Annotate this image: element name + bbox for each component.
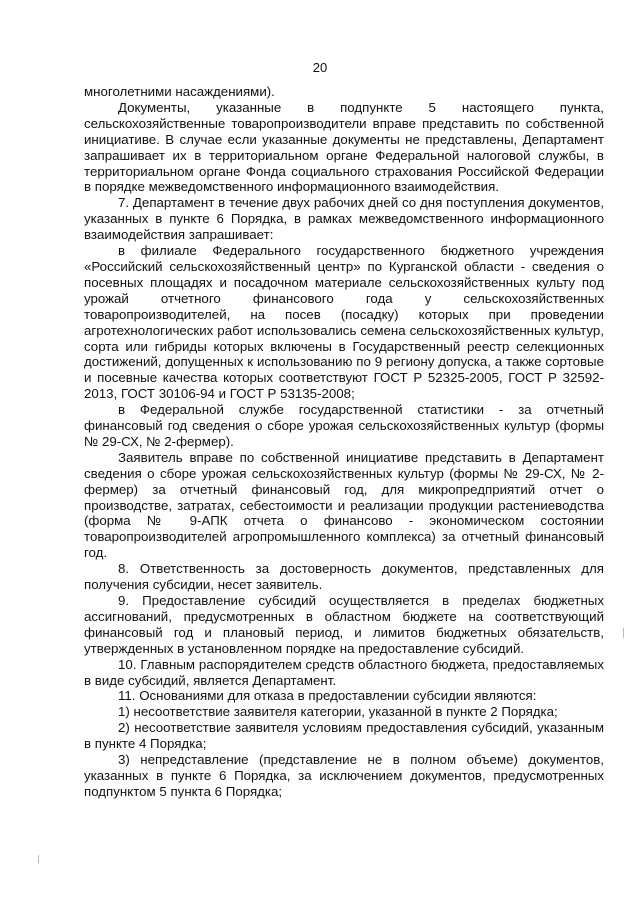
paragraph-item-7: 7. Департамент в течение двух рабочих дней со дня поступления документов, указанных в пункте 6 Порядка, в рамках межведомственного информационного взаимодействия запрашивает: <box>84 195 604 243</box>
paragraph-item-9: 9. Предоставление субсидий осуществляется в пределах бюджетных ассигнований, предусмотренных в областном бюджете на соответствующий финансовый год и плановый период, и лимитов бюджетных обязательств, утвержденных в установленном порядке на предоставление субсидий. <box>84 593 604 656</box>
document-body <box>84 84 604 800</box>
paragraph-rosstat: в Федеральной службе государственной статистики - за отчетный финансовый год сведения о сборе урожая сельскохозяйственных культур (формы № 29-СХ, № 2-фермер). <box>84 402 604 449</box>
paragraph-refusal-2: 2) несоответствие заявителя условиям предоставления субсидий, указанным в пункте 4 Порядка; <box>84 720 604 752</box>
paragraph-applicant-right: Заявитель вправе по собственной инициативе представить в Департамент сведения о сборе урожая сельскохозяйственных культур (формы № 29-СХ, № 2-фермер) за отчетный финансовый год, для микропредприятий отчет о производстве, затратах, себестоимости и реализации продукции растениеводства (форма № 9-АПК отчета о финансово - экономическом состоянии товаропроизводителей агропромышленного комплекса) за отчетный финансовый год. <box>84 449 604 561</box>
scan-artifact-mark-lower <box>38 855 39 863</box>
page-number: 20 <box>312 60 328 75</box>
paragraph-item-8: 8. Ответственность за достоверность документов, представленных для получения субсидии, несет заявитель. <box>84 561 604 593</box>
paragraph-documents-initiative: Документы, указанные в подпункте 5 настоящего пункта, сельскохозяйственные товаропроизводители вправе представить по собственной инициативе. В случае если указанные документы не представлены, Департамент запрашивает их в территориальном органе Федеральной налоговой службы, в территориальном органе Фонда социального страхования Российской Федерации в порядке межведомственного информационного взаимодействия. <box>84 99 604 195</box>
paragraph-refusal-3: 3) непредставление (представление не в полном объеме) документов, указанных в пункте 6 Порядка, за исключением документов, предусмотренных подпунктом 5 пункта 6 Порядка; <box>84 752 604 799</box>
paragraph-continuation: многолетними насаждениями). <box>84 84 275 99</box>
scan-artifact-mark <box>623 628 624 638</box>
paragraph-rosselhozcenter: в филиале Федерального государственного бюджетного учреждения «Российский сельскохозяйственный центр» по Курганской области - сведения о посевных площадях и посадочном материале сельскохозяйственных культу под урожай отчетного финансового года у сельскохозяйственных товаропроизводителей, на посев (посадку) которых при проведении агротехнологических работ использовались семена сельскохозяйственных культур, сорта или гибриды которых включены в Государственный реестр селекционных достижений, допущенных к использованию по 9 региону допуска, а также сортовые и посевные качества которых соответствуют ГОСТ Р 52325-2005, ГОСТ Р 32592-2013, ГОСТ 30106-94 и ГОСТ Р 53135-2008; <box>84 243 604 402</box>
paragraph-item-11: 11. Основаниями для отказа в предоставлении субсидии являются: <box>118 688 537 704</box>
paragraph-refusal-1: 1) несоответствие заявителя категории, указанной в пункте 2 Порядка; <box>118 704 558 720</box>
paragraph-item-10: 10. Главным распорядителем средств областного бюджета, предоставляемых в виде субсидий, является Департамент. <box>84 656 604 688</box>
